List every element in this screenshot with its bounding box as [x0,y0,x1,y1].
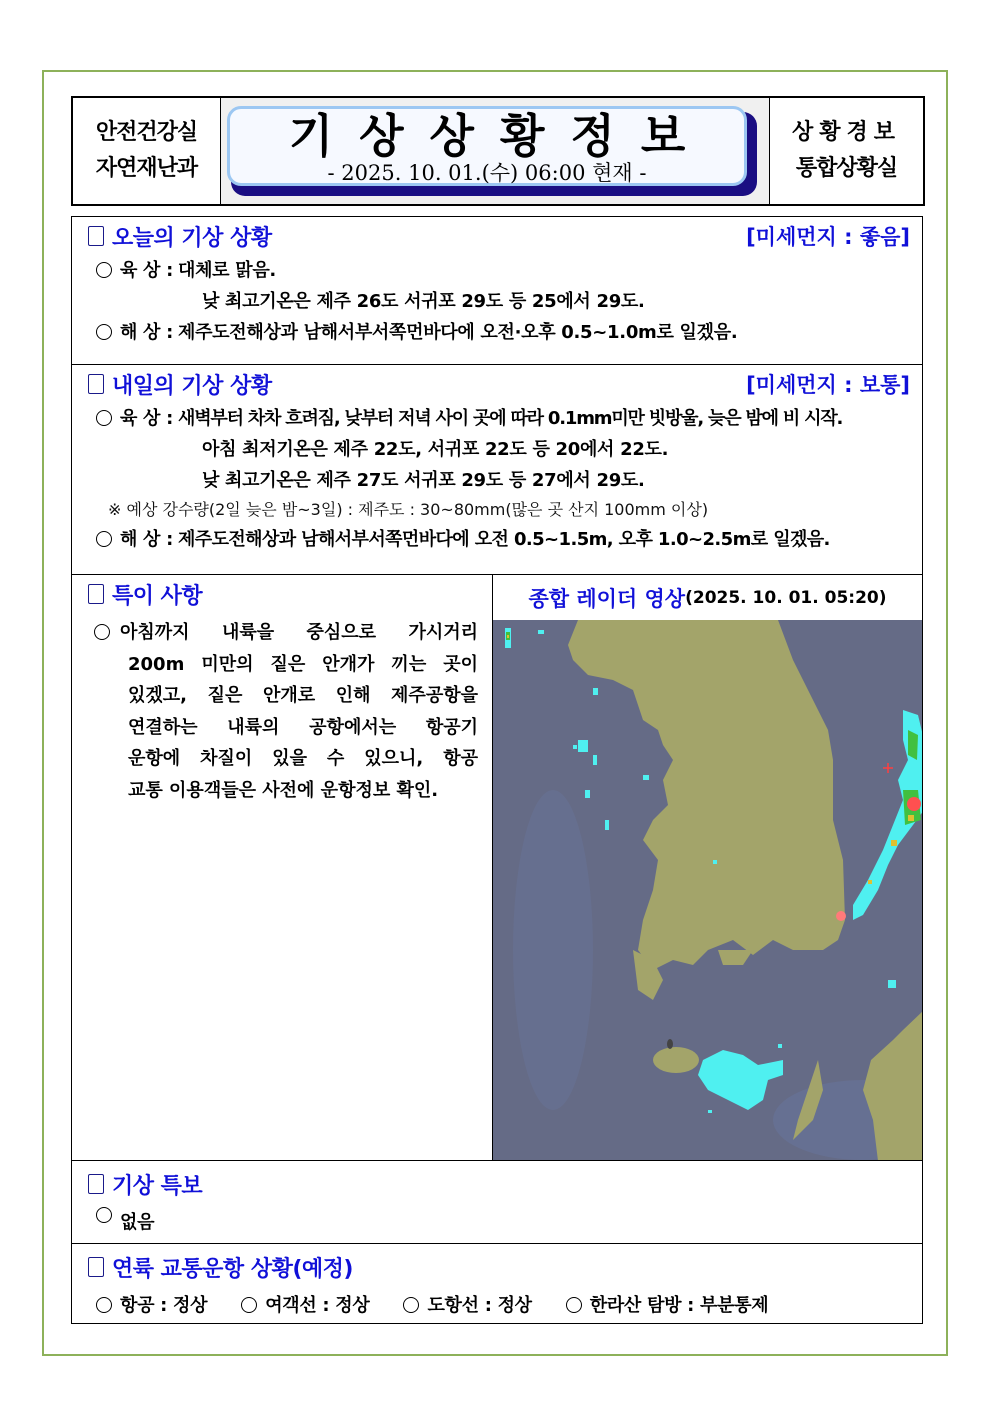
rain-forecast-note: ※ 예상 강수량(2일 늦은 밤~3일) : 제주도 : 30~80mm(많은 곳 산지 100mm 이상) [108,500,709,519]
warning-title: 기상 특보 [112,1173,203,1199]
checkbox-icon [88,584,104,604]
special-notes [72,575,493,1160]
traffic-item-hallasan [566,1290,769,1321]
section-title [88,1252,353,1283]
section-today [72,217,922,365]
page-title: 기상상황정보 [288,109,712,163]
sea-label: 해 상 : [120,322,174,343]
traffic-title: 연륙 교통운항 상황(예정) [112,1256,353,1282]
report-datetime: - 2025. 10. 01.(수) 06:00 현재 - [327,161,647,185]
radar-datetime: (2025. 10. 01. 05:20) [685,587,887,608]
checkbox-icon [88,226,104,246]
traffic-row [72,1290,922,1321]
circle-bullet-icon [96,1297,112,1313]
land-text: 대체로 맑음. [178,260,276,281]
land-max-temp: 낮 최고기온은 제주 27도 서귀포 29도 등 27에서 29도. [202,470,645,491]
special-line: 아침까지 내륙을 중심으로 가시거리 [120,622,478,643]
land-temp: 낮 최고기온은 제주 26도 서귀포 29도 등 25에서 29도. [202,291,645,312]
special-line: 있겠고, 짙은 안개로 인해 제주공항을 [128,685,478,706]
circle-bullet-icon [241,1297,257,1313]
department-line-1: 안전건강실 [95,120,198,145]
circle-bullet-icon [403,1297,419,1313]
special-line: 연결하는 내륙의 공항에서는 항공기 [128,716,478,738]
traffic-label: 여객선 : 정상 [265,1295,370,1316]
document-header [71,96,925,206]
traffic-item-ferry [241,1290,369,1321]
special-line: 운항에 차질이 있을 수 있으니, 항공 [128,748,478,769]
traffic-label: 항공 : 정상 [120,1295,208,1316]
section-special-radar [72,575,922,1161]
circle-bullet-icon [96,324,112,340]
section-title [88,221,272,252]
circle-bullet-icon [96,410,112,426]
checkbox-icon [88,374,104,394]
sea-text: 제주도전해상과 남해서부서쪽먼바다에 오전 0.5~1.5m, 오후 1.0~2.5m로 일겠음. [178,529,830,550]
sea-label: 해 상 : [120,529,174,550]
radar-title: 종합 레이더 영상 [528,586,686,611]
sea-row [72,524,922,555]
special-paragraph [72,613,492,806]
special-line: 200m 미만의 짙은 안개가 끼는 곳이 [128,653,478,675]
traffic-item-island-ferry [403,1290,531,1321]
office-line-2: 통합상황실 [795,156,898,181]
fine-dust-badge: [미세먼지 : 보통] [746,373,910,397]
department-line-2: 자연재난과 [95,156,198,181]
traffic-item-air [96,1290,207,1321]
radar-header [493,575,922,621]
land-label: 육 상 : [120,408,174,429]
sea-text: 제주도전해상과 남해서부서쪽먼바다에 오전·오후 0.5~1.0m로 일겠음. [178,322,738,343]
title-box [227,106,747,186]
section-title [88,369,272,400]
land-text: 새벽부터 차차 흐려짐, 낮부터 저녁 사이 곳에 따라 0.1mm미만 빗방울, 늦은 밤에 비 시작. [178,408,843,429]
today-title: 오늘의 기상 상황 [112,225,272,251]
department-cell [73,98,221,204]
circle-bullet-icon [96,1207,112,1223]
land-row [72,255,922,286]
section-weather-warning [72,1161,922,1244]
circle-bullet-icon [96,531,112,547]
traffic-label: 도항선 : 정상 [427,1295,532,1316]
warning-row [72,1207,922,1238]
traffic-label: 한라산 탐방 : 부분통제 [589,1295,769,1316]
special-line: 교통 이용객들은 사전에 운항정보 확인. [128,779,439,801]
radar-map-icon [493,620,922,1160]
fine-dust-badge: [미세먼지 : 좋음] [746,225,910,249]
title-cell [221,98,770,204]
special-title: 특이 사항 [112,583,203,609]
section-tomorrow [72,365,922,575]
radar-panel [493,575,922,1160]
office-cell [770,98,923,204]
circle-bullet-icon [94,624,110,640]
checkbox-icon [88,1174,104,1194]
sea-row [72,317,922,348]
warning-text: 없음 [120,1212,155,1233]
section-traffic [72,1244,922,1324]
land-label: 육 상 : [120,260,174,281]
circle-bullet-icon [96,262,112,278]
circle-bullet-icon [566,1297,582,1313]
land-min-temp: 아침 최저기온은 제주 22도, 서귀포 22도 등 20에서 22도. [202,439,669,460]
checkbox-icon [88,1257,104,1277]
land-row [72,403,922,434]
tomorrow-title: 내일의 기상 상황 [112,373,272,399]
section-title [88,1169,202,1200]
office-line-1: 상황경보 [791,120,901,145]
report-body [71,216,923,1324]
section-title [88,579,202,610]
radar-image [493,620,922,1160]
